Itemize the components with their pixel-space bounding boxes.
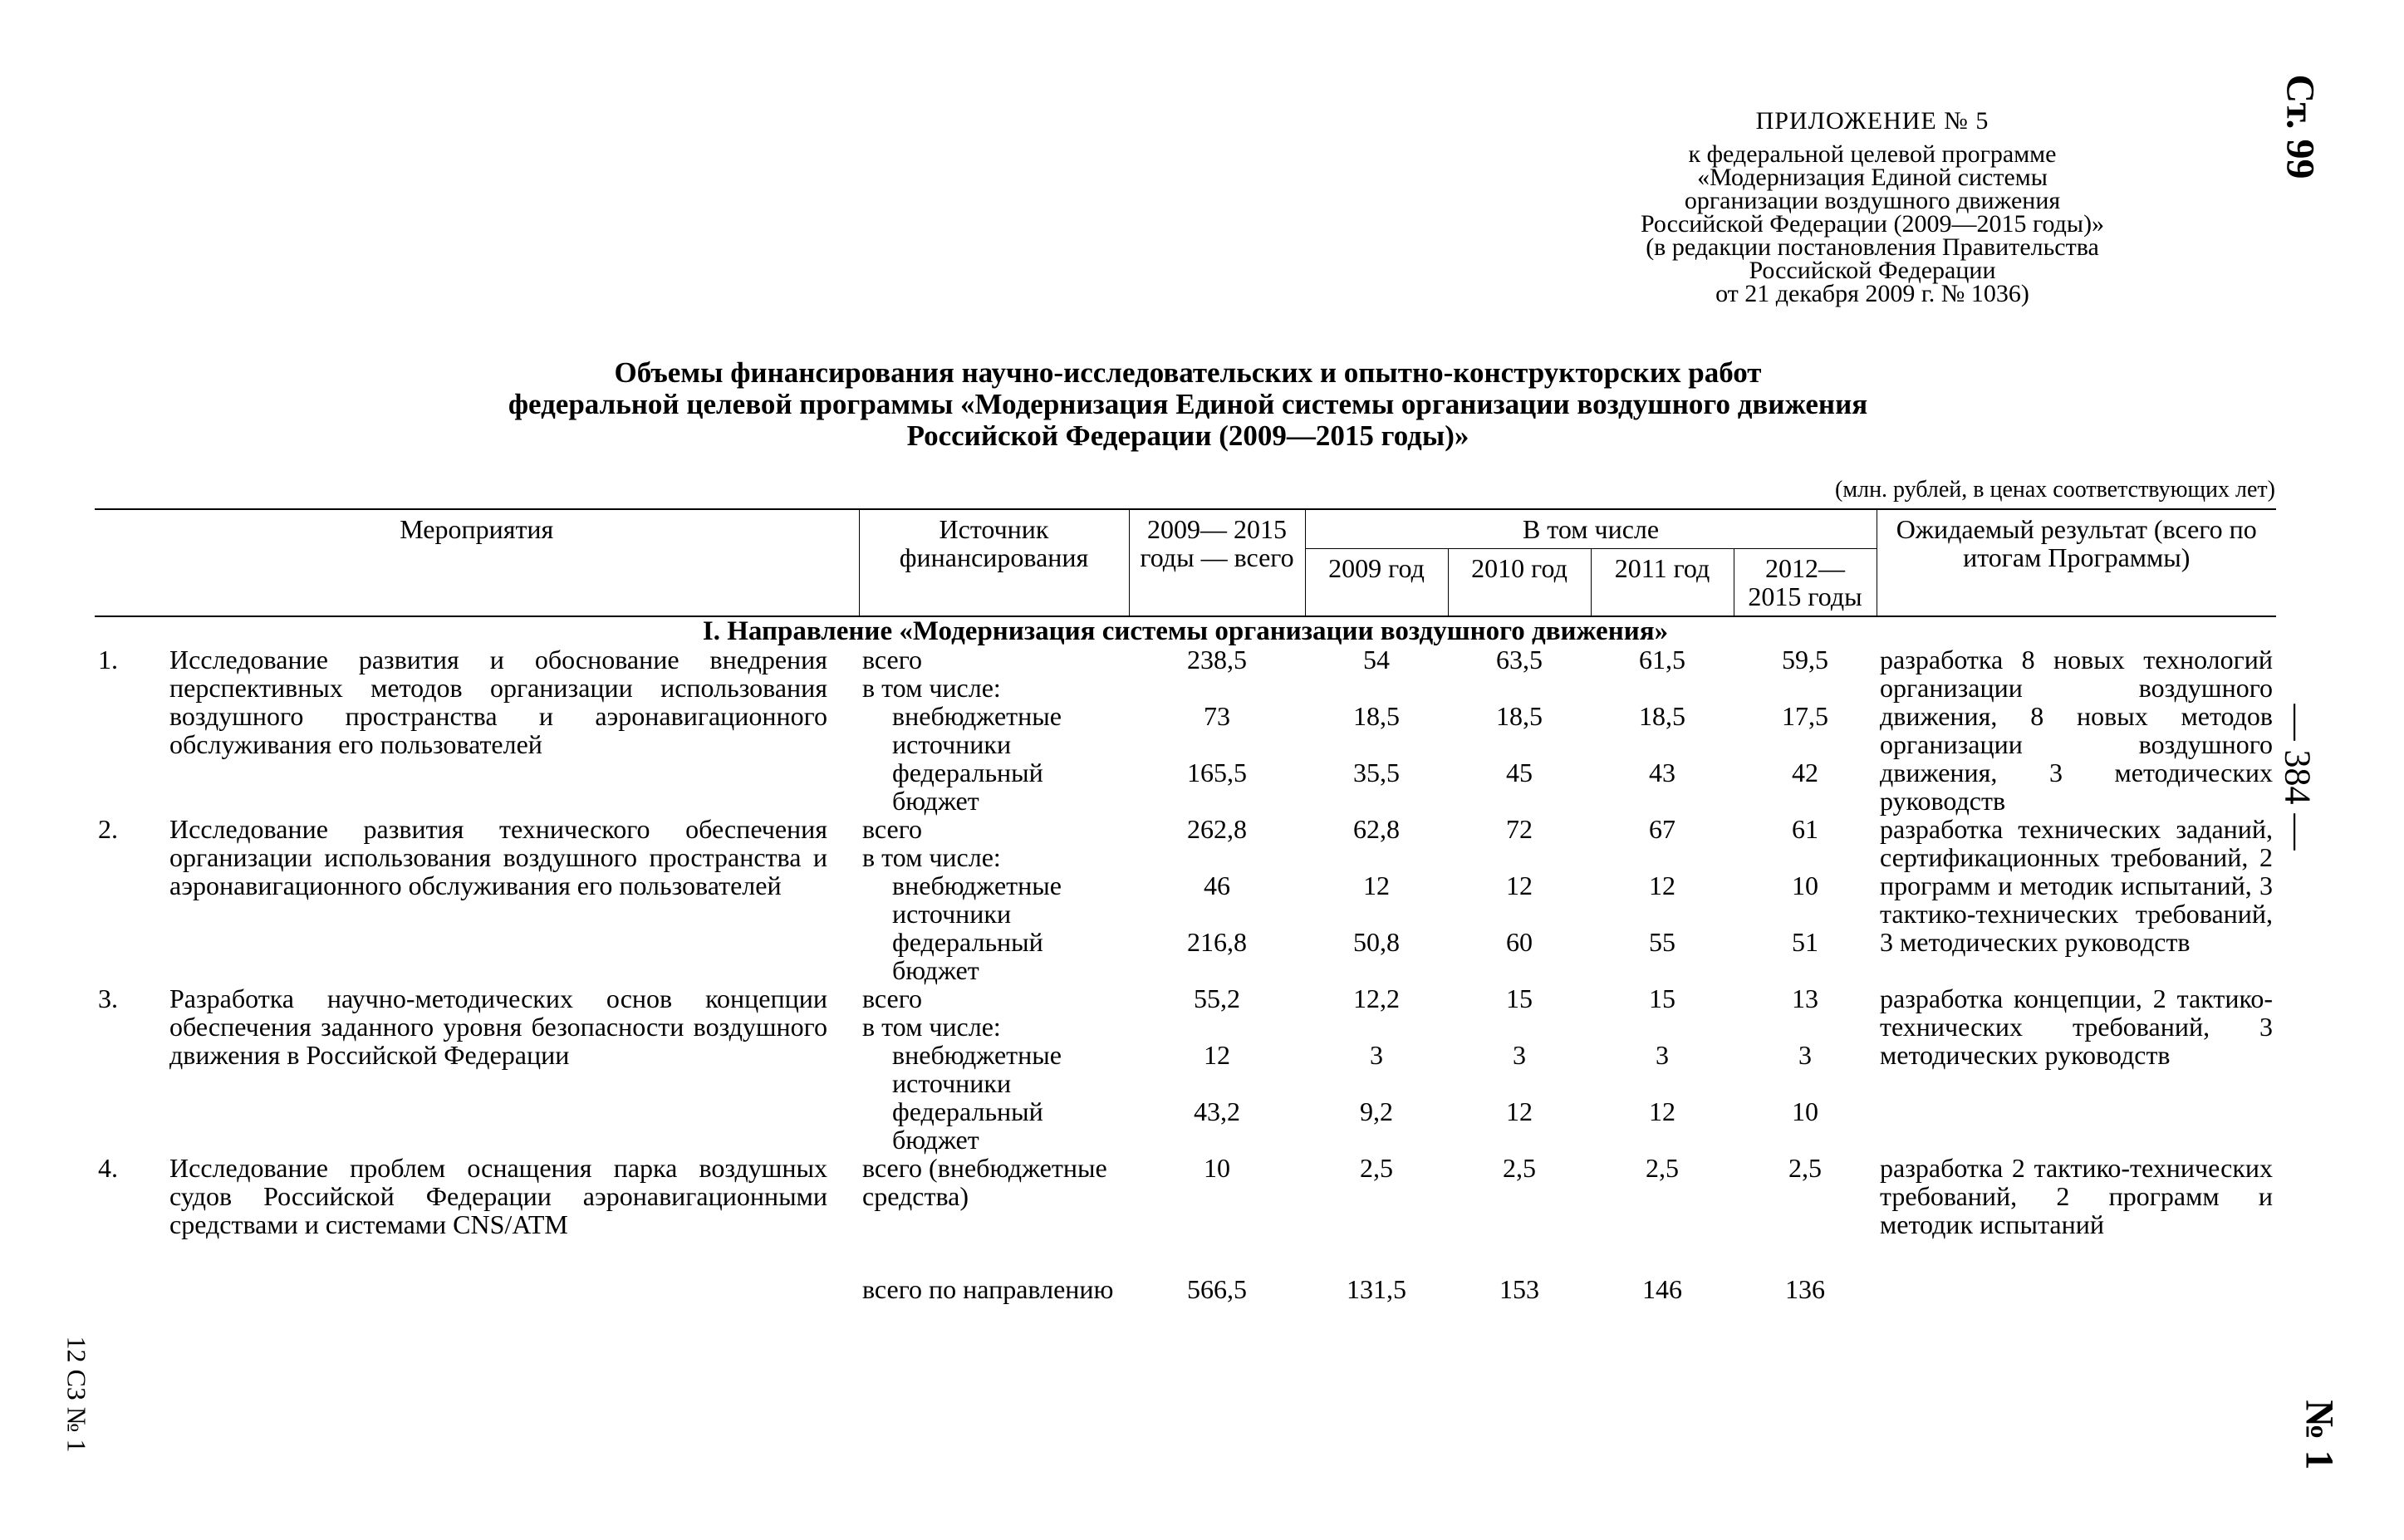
value-cell: 9,2 [1360,1096,1393,1126]
appendix-line: Российской Федерации [1749,257,1996,284]
result-cell: разработка концепции, 2 тактико-технических требований, 3 методических руководств [1880,983,2274,1070]
header-including: В том числе [1305,509,1877,549]
value-cell: 12 [1649,1096,1675,1126]
result-cell: разработка 2 тактико-технических требований, 2 программ и методик испытаний [1880,1153,2274,1239]
funding-table [95,508,2276,1303]
value-cell: 13 [1792,983,1818,1013]
appendix-line: к федеральной целевой программе [1688,140,2057,168]
appendix-line: организации воздушного движения [1684,187,2061,214]
value-cell: 12 [1506,871,1533,900]
source-cell: всего (внебюджетные средства) [862,1153,1107,1211]
source-cell: внебюджетные источники [892,701,1062,759]
source-cell: всего [862,814,923,844]
value-cell: 18,5 [1639,701,1685,731]
header-measures: Мероприятия [95,509,859,616]
value-cell: 50,8 [1353,927,1400,957]
summary-empty-cell [1877,1238,2276,1303]
summary-value: 136 [1785,1274,1825,1304]
value-cell: 216,8 [1187,927,1247,957]
value-cell: 15 [1506,983,1533,1013]
appendix-line: от 21 декабря 2009 г. № 1036) [1715,280,2029,307]
value-cell: 43 [1649,758,1675,787]
appendix-line: «Модернизация Единой системы [1697,164,2048,191]
summary-value: 153 [1499,1274,1539,1304]
value-cell: 3 [1370,1040,1383,1070]
appendix-line: Российской Федерации (2009—2015 годы)» [1640,210,2105,238]
result-cell: разработка 8 новых технологий организации воздушного движения, 8 новых методов организации воздушного движения, 3 методических руководств [1880,645,2274,816]
measure-number: 1. [98,645,118,674]
value-cell: 12 [1506,1096,1533,1126]
value-cell: 72 [1506,814,1533,844]
measure-number: 2. [98,814,118,844]
value-cell: 12 [1204,1040,1230,1070]
value-cell: 2,5 [1788,1153,1822,1183]
source-cell: федеральный бюджет [892,927,1043,985]
summary-value: 146 [1642,1274,1682,1304]
document-title-line: Объемы финансирования научно-исследовательских и опытно-конструкторских работ [614,356,1762,389]
issue-number: № 1 [2297,1400,2342,1470]
value-cell: 45 [1506,758,1533,787]
document-title-line: Российской Федерации (2009—2015 годы)» [906,419,1469,452]
source-cell: внебюджетные источники [892,1040,1062,1098]
value-cell: 67 [1649,814,1675,844]
appendix-line: (в редакции постановления Правительства [1646,233,2099,261]
value-cell: 2,5 [1503,1153,1536,1183]
value-cell: 63,5 [1496,645,1543,674]
value-cell: 55 [1649,927,1675,957]
value-cell: 12 [1649,871,1675,900]
value-cell: 61,5 [1639,645,1685,674]
value-cell: 262,8 [1187,814,1247,844]
measure-name: Исследование развития технического обеспечения организации использования воздушного пространства и аэронавигационного обслуживания его пользователей [169,814,827,900]
value-cell: 12 [1363,871,1390,900]
measure-name: Исследование развития и обоснование внедрения перспективных методов организации использования воздушного пространства и аэронавигационного обслуживания его пользователей [169,645,827,759]
summary-value: 566,5 [1187,1274,1247,1304]
value-cell: 10 [1792,1096,1818,1126]
value-cell: 42 [1792,758,1818,787]
value-cell: 3 [1656,1040,1669,1070]
value-cell: 3 [1798,1040,1812,1070]
source-cell: федеральный бюджет [892,758,1043,816]
source-cell: федеральный бюджет [892,1096,1043,1155]
header-2009: 2009 год [1305,549,1448,617]
value-cell: 2,5 [1646,1153,1679,1183]
source-cell: в том числе: [862,1012,1001,1042]
value-cell: 238,5 [1187,645,1247,674]
header-result: Ожидаемый результат (всего по итогам Программы) [1877,509,2276,616]
source-cell: в том числе: [862,673,1001,703]
measure-cell [95,984,859,1154]
measure-number: 3. [98,983,118,1013]
value-cell: 46 [1204,871,1230,900]
header-2010: 2010 год [1448,549,1591,617]
measure-cell [95,645,859,815]
measure-cell [95,1154,859,1238]
value-cell: 165,5 [1187,758,1247,787]
appendix-block [1582,106,2163,306]
value-cell: 18,5 [1496,701,1543,731]
value-cell: 3 [1513,1040,1526,1070]
value-cell: 10 [1792,871,1818,900]
value-cell: 18,5 [1353,701,1400,731]
measure-name: Исследование проблем оснащения парка воздушных судов Российской Федерации аэронавигационными средствами и системами CNS/ATM [169,1153,827,1239]
header-source: Источник финансирования [859,509,1129,616]
article-number: Ст. 99 [2278,74,2323,179]
value-cell: 35,5 [1353,758,1400,787]
value-cell: 54 [1363,645,1390,674]
header-2011: 2011 год [1591,549,1734,617]
value-cell: 2,5 [1360,1153,1393,1183]
measure-name: Разработка научно-методических основ концепции обеспечения заданного уровня безопасности воздушного движения в Российской Федерации [169,983,827,1070]
value-cell: 43,2 [1194,1096,1240,1126]
summary-source: всего по направлению [862,1274,1114,1304]
header-total: 2009— 2015 годы — всего [1129,509,1305,616]
page-number: — 384 — [2277,704,2318,851]
source-cell: в том числе: [862,842,1001,872]
value-cell: 51 [1792,927,1818,957]
value-cell: 12,2 [1353,983,1400,1013]
header-2012-2015: 2012— 2015 годы [1734,549,1877,617]
section-heading: I. Направление «Модернизация системы организации воздушного движения» [702,616,1669,646]
measure-cell [95,815,859,984]
document-title-line: федеральной целевой программы «Модернизация Единой системы организации воздушного движения [508,388,1868,420]
document-title [100,357,2276,452]
collection-mark: 12 СЗ № 1 [61,1336,92,1453]
result-cell: разработка технических заданий, сертификационных требований, 2 программ и методик испытаний, 3 тактико-технических требований, 3 методических руководств [1880,814,2274,957]
value-cell: 15 [1649,983,1675,1013]
value-cell: 55,2 [1194,983,1240,1013]
source-cell: всего [862,983,923,1013]
units-note: (млн. рублей, в ценах соответствующих лет) [1835,477,2275,503]
summary-empty-cell [95,1238,859,1303]
source-cell: внебюджетные источники [892,871,1062,929]
value-cell: 59,5 [1782,645,1828,674]
value-cell: 73 [1204,701,1230,731]
summary-value: 131,5 [1347,1274,1406,1304]
measure-number: 4. [98,1153,118,1183]
appendix-title: ПРИЛОЖЕНИЕ № 5 [1755,107,1989,135]
value-cell: 62,8 [1353,814,1400,844]
source-cell: всего [862,645,923,674]
value-cell: 60 [1506,927,1533,957]
value-cell: 17,5 [1782,701,1828,731]
value-cell: 61 [1792,814,1818,844]
value-cell: 10 [1204,1153,1230,1183]
